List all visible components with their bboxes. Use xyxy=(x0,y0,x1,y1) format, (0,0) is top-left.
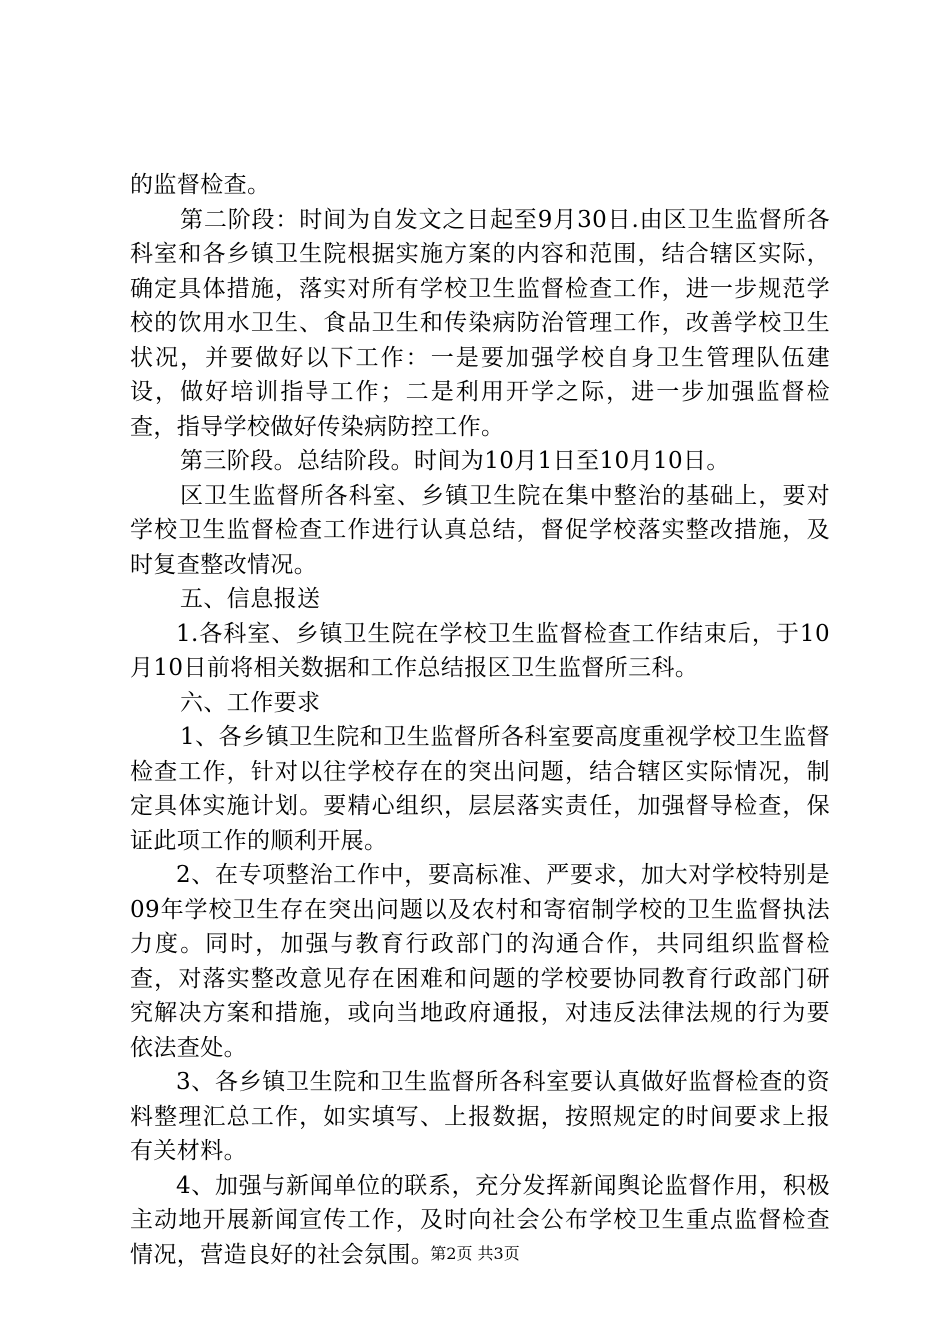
paragraph-requirement-1: 1、各乡镇卫生院和卫生监督所各科室要高度重视学校卫生监督检查工作，针对以往学校存在的突出问题，结合辖区实际情况，制定具体实施计划。要精心组织，层层落实责任，加强督导检查，保证此项工作的顺利开展。 xyxy=(130,724,830,854)
paragraph-phase-three: 第三阶段。总结阶段。时间为10月1日至10月10日。 xyxy=(180,448,730,474)
page-footer: 第2页 共3页 xyxy=(430,1244,520,1263)
paragraph-requirement-2: 2、在专项整治工作中，要高标准、严要求，加大对学校特别是09年学校卫生存在突出问题以及农村和寄宿制学校的卫生监督执法力度。同时，加强与教育行政部门的沟通合作，共同组织监督检查，对落实整改意见存在困难和问题的学校要协同教育行政部门研究解决方案和措施，或向当地政府通报，对违反法律法规的行为要依法查处。 xyxy=(130,862,830,1061)
paragraph-continuation: 的监督检查。 xyxy=(130,172,271,198)
paragraph-phase-two: 第二阶段：时间为自发文之日起至9月30日.由区卫生监督所各科室和各乡镇卫生院根据实施方案的内容和范围，结合辖区实际，确定具体措施，落实对所有学校卫生监督检查工作，进一步规范学校的饮用水卫生、食品卫生和传染病防治管理工作，改善学校卫生状况，并要做好以下工作：一是要加强学校自身卫生管理队伍建设，做好培训指导工作；二是利用开学之际，进一步加强监督检查，指导学校做好传染病防控工作。 xyxy=(130,206,830,440)
section-heading-info-report: 五、信息报送 xyxy=(180,586,321,612)
section-heading-work-requirements: 六、工作要求 xyxy=(180,689,321,716)
paragraph-requirement-4: 4、加强与新闻单位的联系，充分发挥新闻舆论监督作用，积极主动地开展新闻宣传工作，及时向社会公布学校卫生重点监督检查情况，营造良好的社会氛围。 xyxy=(130,1172,830,1268)
paragraph-info-report-1: 1.各科室、乡镇卫生院在学校卫生监督检查工作结束后，于10月10日前将相关数据和工作总结报区卫生监督所三科。 xyxy=(130,620,830,681)
paragraph-summary: 区卫生监督所各科室、乡镇卫生院在集中整治的基础上，要对学校卫生监督检查工作进行认真总结，督促学校落实整改措施，及时复查整改情况。 xyxy=(130,482,830,578)
document-body xyxy=(130,168,830,1272)
paragraph-requirement-3: 3、各乡镇卫生院和卫生监督所各科室要认真做好监督检查的资料整理汇总工作，如实填写、上报数据，按照规定的时间要求上报有关材料。 xyxy=(130,1069,830,1164)
